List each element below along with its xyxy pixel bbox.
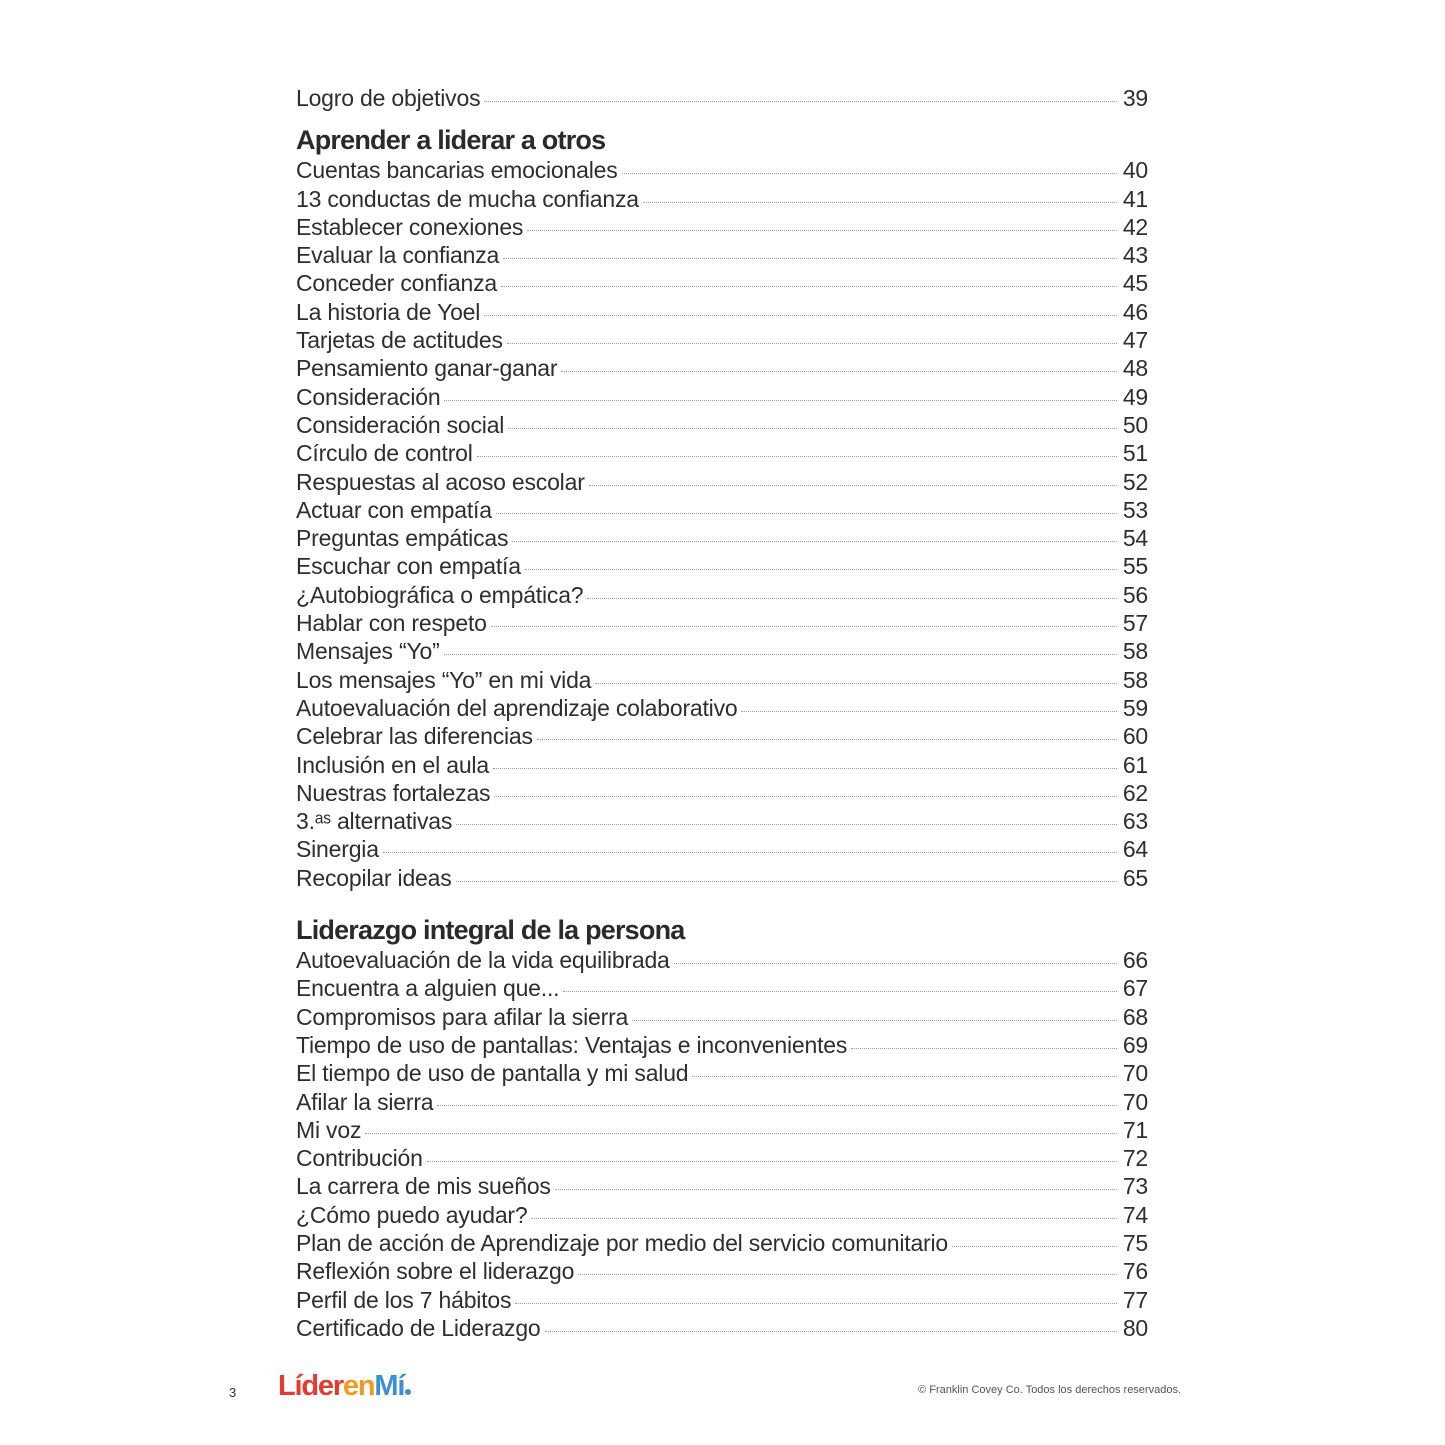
toc-entry-page: 53 (1122, 496, 1148, 523)
logo-part-mi: Mí (374, 1370, 405, 1402)
toc-entry (296, 213, 1148, 241)
dot-leader (456, 881, 1117, 882)
toc-entry-label: Tarjetas de actitudes (296, 327, 503, 354)
toc-entry (296, 1144, 1148, 1172)
toc-entry-page: 61 (1122, 751, 1148, 778)
toc-entry-page: 80 (1122, 1314, 1148, 1341)
dot-leader (643, 202, 1117, 203)
toc-entry-page: 40 (1122, 157, 1148, 184)
toc-entry-label: Compromisos para afilar la sierra (296, 1003, 629, 1030)
toc-entry (296, 666, 1148, 694)
dot-leader (427, 1161, 1117, 1162)
dot-leader (692, 1076, 1116, 1077)
toc-entry-page: 75 (1122, 1229, 1148, 1256)
dot-leader (507, 343, 1117, 344)
toc-entry-label: Actuar con empatía (296, 496, 492, 523)
toc-entry-label: Sinergia (296, 836, 379, 863)
toc-entry-page: 59 (1122, 694, 1148, 721)
toc-entry (296, 751, 1148, 779)
toc-entry-page: 41 (1122, 185, 1148, 212)
toc-entry-label: Encuentra a alguien que... (296, 975, 560, 1002)
logo-part-en: en (342, 1370, 375, 1402)
toc-entry-page: 72 (1122, 1145, 1148, 1172)
page-number: 3 (229, 1385, 237, 1400)
toc-entry-page: 66 (1122, 947, 1148, 974)
dot-leader (477, 456, 1117, 457)
toc-entry-label: Círculo de control (296, 440, 473, 467)
toc-entry (296, 84, 1148, 112)
toc-entry (296, 637, 1148, 665)
toc-entry-label: Establecer conexiones (296, 213, 524, 240)
toc-entry-label: Reflexión sobre el liderazgo (296, 1258, 575, 1285)
lider-en-mi-logo (278, 1370, 411, 1403)
dot-leader (437, 1105, 1116, 1106)
dot-leader (501, 286, 1117, 287)
toc-entry-label: Escuchar con empatía (296, 553, 521, 580)
toc-entry-label: Consideración social (296, 411, 505, 438)
toc-entry-page: 55 (1122, 553, 1148, 580)
toc-entry (296, 779, 1148, 807)
toc-entry-page: 52 (1122, 468, 1148, 495)
section-title-liderar-otros: Aprender a liderar a otros (296, 125, 606, 156)
toc-entry-label: Consideración (296, 383, 441, 410)
toc-entry-page: 56 (1122, 581, 1148, 608)
toc-entry (296, 468, 1148, 496)
dot-leader (589, 485, 1117, 486)
dot-leader (555, 1189, 1117, 1190)
dot-leader (365, 1133, 1117, 1134)
dot-leader (545, 1331, 1117, 1332)
toc-entry (296, 354, 1148, 382)
intro-entries (296, 84, 1148, 112)
dot-leader (741, 711, 1116, 712)
toc-entry (296, 1172, 1148, 1200)
toc-entry (296, 835, 1148, 863)
toc-entry-label: Inclusión en el aula (296, 751, 489, 778)
toc-entry-page: 51 (1122, 440, 1148, 467)
toc-entry (296, 156, 1148, 184)
toc-entry-label: Preguntas empáticas (296, 525, 509, 552)
dot-leader (383, 852, 1117, 853)
toc-entry-page: 39 (1122, 85, 1148, 111)
toc-entry-label: Respuestas al acoso escolar (296, 468, 585, 495)
section1-entries (296, 156, 1148, 892)
toc-entry-label: La historia de Yoel (296, 298, 481, 325)
toc-entry-page: 74 (1122, 1201, 1148, 1228)
toc-entry-label: Cuentas bancarias emocionales (296, 157, 618, 184)
dot-leader (527, 230, 1117, 231)
toc-entry-page: 70 (1122, 1088, 1148, 1115)
toc-entry-page: 77 (1122, 1286, 1148, 1313)
toc-entry (296, 609, 1148, 637)
dot-leader (851, 1048, 1117, 1049)
toc-entry-page: 57 (1122, 610, 1148, 637)
toc-entry-label: Evaluar la confianza (296, 242, 500, 269)
toc-entry (296, 974, 1148, 1002)
toc-entry (296, 1116, 1148, 1144)
toc-entry-page: 48 (1122, 355, 1148, 382)
dot-leader (484, 101, 1116, 102)
copyright-notice: © Franklin Covey Co. Todos los derechos reservados. (918, 1384, 1181, 1396)
toc-entry (296, 581, 1148, 609)
toc-entry-page: 65 (1122, 864, 1148, 891)
dot-leader (531, 1218, 1116, 1219)
toc-entry-page: 58 (1122, 666, 1148, 693)
toc-entry (296, 298, 1148, 326)
toc-entry (296, 552, 1148, 580)
toc-entry-label: Autoevaluación de la vida equilibrada (296, 947, 670, 974)
dot-leader (508, 428, 1117, 429)
toc-entry-page: 47 (1122, 327, 1148, 354)
toc-entry (296, 1059, 1148, 1087)
dot-leader (503, 258, 1117, 259)
toc-entry-page: 73 (1122, 1173, 1148, 1200)
toc-entry-label: Certificado de Liderazgo (296, 1314, 541, 1341)
toc-entry (296, 1286, 1148, 1314)
toc-entry-page: 68 (1122, 1003, 1148, 1030)
toc-entry-label: Los mensajes “Yo” en mi vida (296, 666, 592, 693)
toc-entry-label: 13 conductas de mucha confianza (296, 185, 639, 212)
dot-leader (622, 173, 1117, 174)
toc-entry (296, 241, 1148, 269)
toc-entry-page: 42 (1122, 213, 1148, 240)
toc-entry (296, 269, 1148, 297)
toc-entry-label: ¿Cómo puedo ayudar? (296, 1201, 528, 1228)
dot-leader (561, 371, 1116, 372)
toc-entry (296, 524, 1148, 552)
dot-leader (595, 683, 1117, 684)
toc-entry (296, 1314, 1148, 1342)
dot-leader (515, 1303, 1117, 1304)
toc-entry-label: ¿Autobiográfica o empática? (296, 581, 584, 608)
dot-leader (496, 513, 1117, 514)
toc-entry-label: Conceder confianza (296, 270, 497, 297)
toc-entry-label: 3.ᵃˢ alternativas (296, 808, 453, 835)
dot-leader (444, 654, 1117, 655)
toc-entry-label: El tiempo de uso de pantalla y mi salud (296, 1060, 689, 1087)
toc-entry (296, 1201, 1148, 1229)
dot-leader (952, 1246, 1117, 1247)
toc-entry (296, 722, 1148, 750)
toc-entry-label: Plan de acción de Aprendizaje por medio del servicio comunitario (296, 1229, 949, 1256)
toc-entry (296, 946, 1148, 974)
section-title-liderazgo-integral: Liderazgo integral de la persona (296, 915, 685, 946)
toc-entry-label: Perfil de los 7 hábitos (296, 1286, 512, 1313)
dot-leader (674, 963, 1117, 964)
toc-entry (296, 439, 1148, 467)
toc-entry (296, 807, 1148, 835)
dot-leader (493, 768, 1117, 769)
toc-entry-page: 49 (1122, 383, 1148, 410)
toc-entry (296, 185, 1148, 213)
toc-entry-label: Mensajes “Yo” (296, 638, 440, 665)
dot-leader (525, 569, 1117, 570)
toc-entry-label: Mi voz (296, 1116, 362, 1143)
toc-entry-page: 69 (1122, 1031, 1148, 1058)
toc-entry-page: 62 (1122, 779, 1148, 806)
toc-entry-label: Logro de objetivos (296, 85, 481, 111)
toc-entry-label: Tiempo de uso de pantallas: Ventajas e inconvenientes (296, 1031, 848, 1058)
logo-part-lider: Líder (278, 1370, 343, 1402)
logo-dot-icon (405, 1389, 411, 1395)
toc-entry-page: 60 (1122, 723, 1148, 750)
toc-entry-page: 67 (1122, 975, 1148, 1002)
toc-entry (296, 694, 1148, 722)
dot-leader (456, 824, 1117, 825)
toc-entry-label: Autoevaluación del aprendizaje colaborativo (296, 694, 738, 721)
toc-entry-page: 70 (1122, 1060, 1148, 1087)
toc-entry-page: 45 (1122, 270, 1148, 297)
toc-entry-page: 43 (1122, 242, 1148, 269)
toc-entry (296, 864, 1148, 892)
toc-entry (296, 411, 1148, 439)
toc-entry-page: 64 (1122, 836, 1148, 863)
toc-entry-page: 50 (1122, 411, 1148, 438)
dot-leader (494, 796, 1116, 797)
toc-entry (296, 383, 1148, 411)
toc-entry-page: 58 (1122, 638, 1148, 665)
toc-entry (296, 326, 1148, 354)
toc-entry-label: La carrera de mis sueños (296, 1173, 551, 1200)
table-of-contents (296, 84, 1148, 1342)
toc-entry-label: Nuestras fortalezas (296, 779, 491, 806)
dot-leader (484, 315, 1117, 316)
toc-entry-label: Hablar con respeto (296, 610, 487, 637)
toc-entry-page: 71 (1122, 1116, 1148, 1143)
toc-entry-page: 46 (1122, 298, 1148, 325)
section2-entries (296, 946, 1148, 1342)
toc-entry-label: Contribución (296, 1145, 423, 1172)
dot-leader (563, 991, 1116, 992)
toc-entry-label: Pensamiento ganar-ganar (296, 355, 558, 382)
toc-entry (296, 496, 1148, 524)
dot-leader (587, 598, 1116, 599)
dot-leader (444, 400, 1116, 401)
toc-entry (296, 1088, 1148, 1116)
toc-entry-page: 54 (1122, 525, 1148, 552)
toc-entry (296, 1229, 1148, 1257)
toc-entry (296, 1031, 1148, 1059)
dot-leader (537, 739, 1117, 740)
dot-leader (491, 626, 1117, 627)
toc-entry (296, 1003, 1148, 1031)
toc-entry-page: 63 (1122, 808, 1148, 835)
dot-leader (632, 1020, 1117, 1021)
toc-entry-label: Recopilar ideas (296, 864, 452, 891)
toc-entry-label: Celebrar las diferencias (296, 723, 533, 750)
dot-leader (578, 1274, 1117, 1275)
toc-entry-page: 76 (1122, 1258, 1148, 1285)
toc-entry-label: Afilar la sierra (296, 1088, 434, 1115)
dot-leader (512, 541, 1117, 542)
toc-entry (296, 1257, 1148, 1285)
